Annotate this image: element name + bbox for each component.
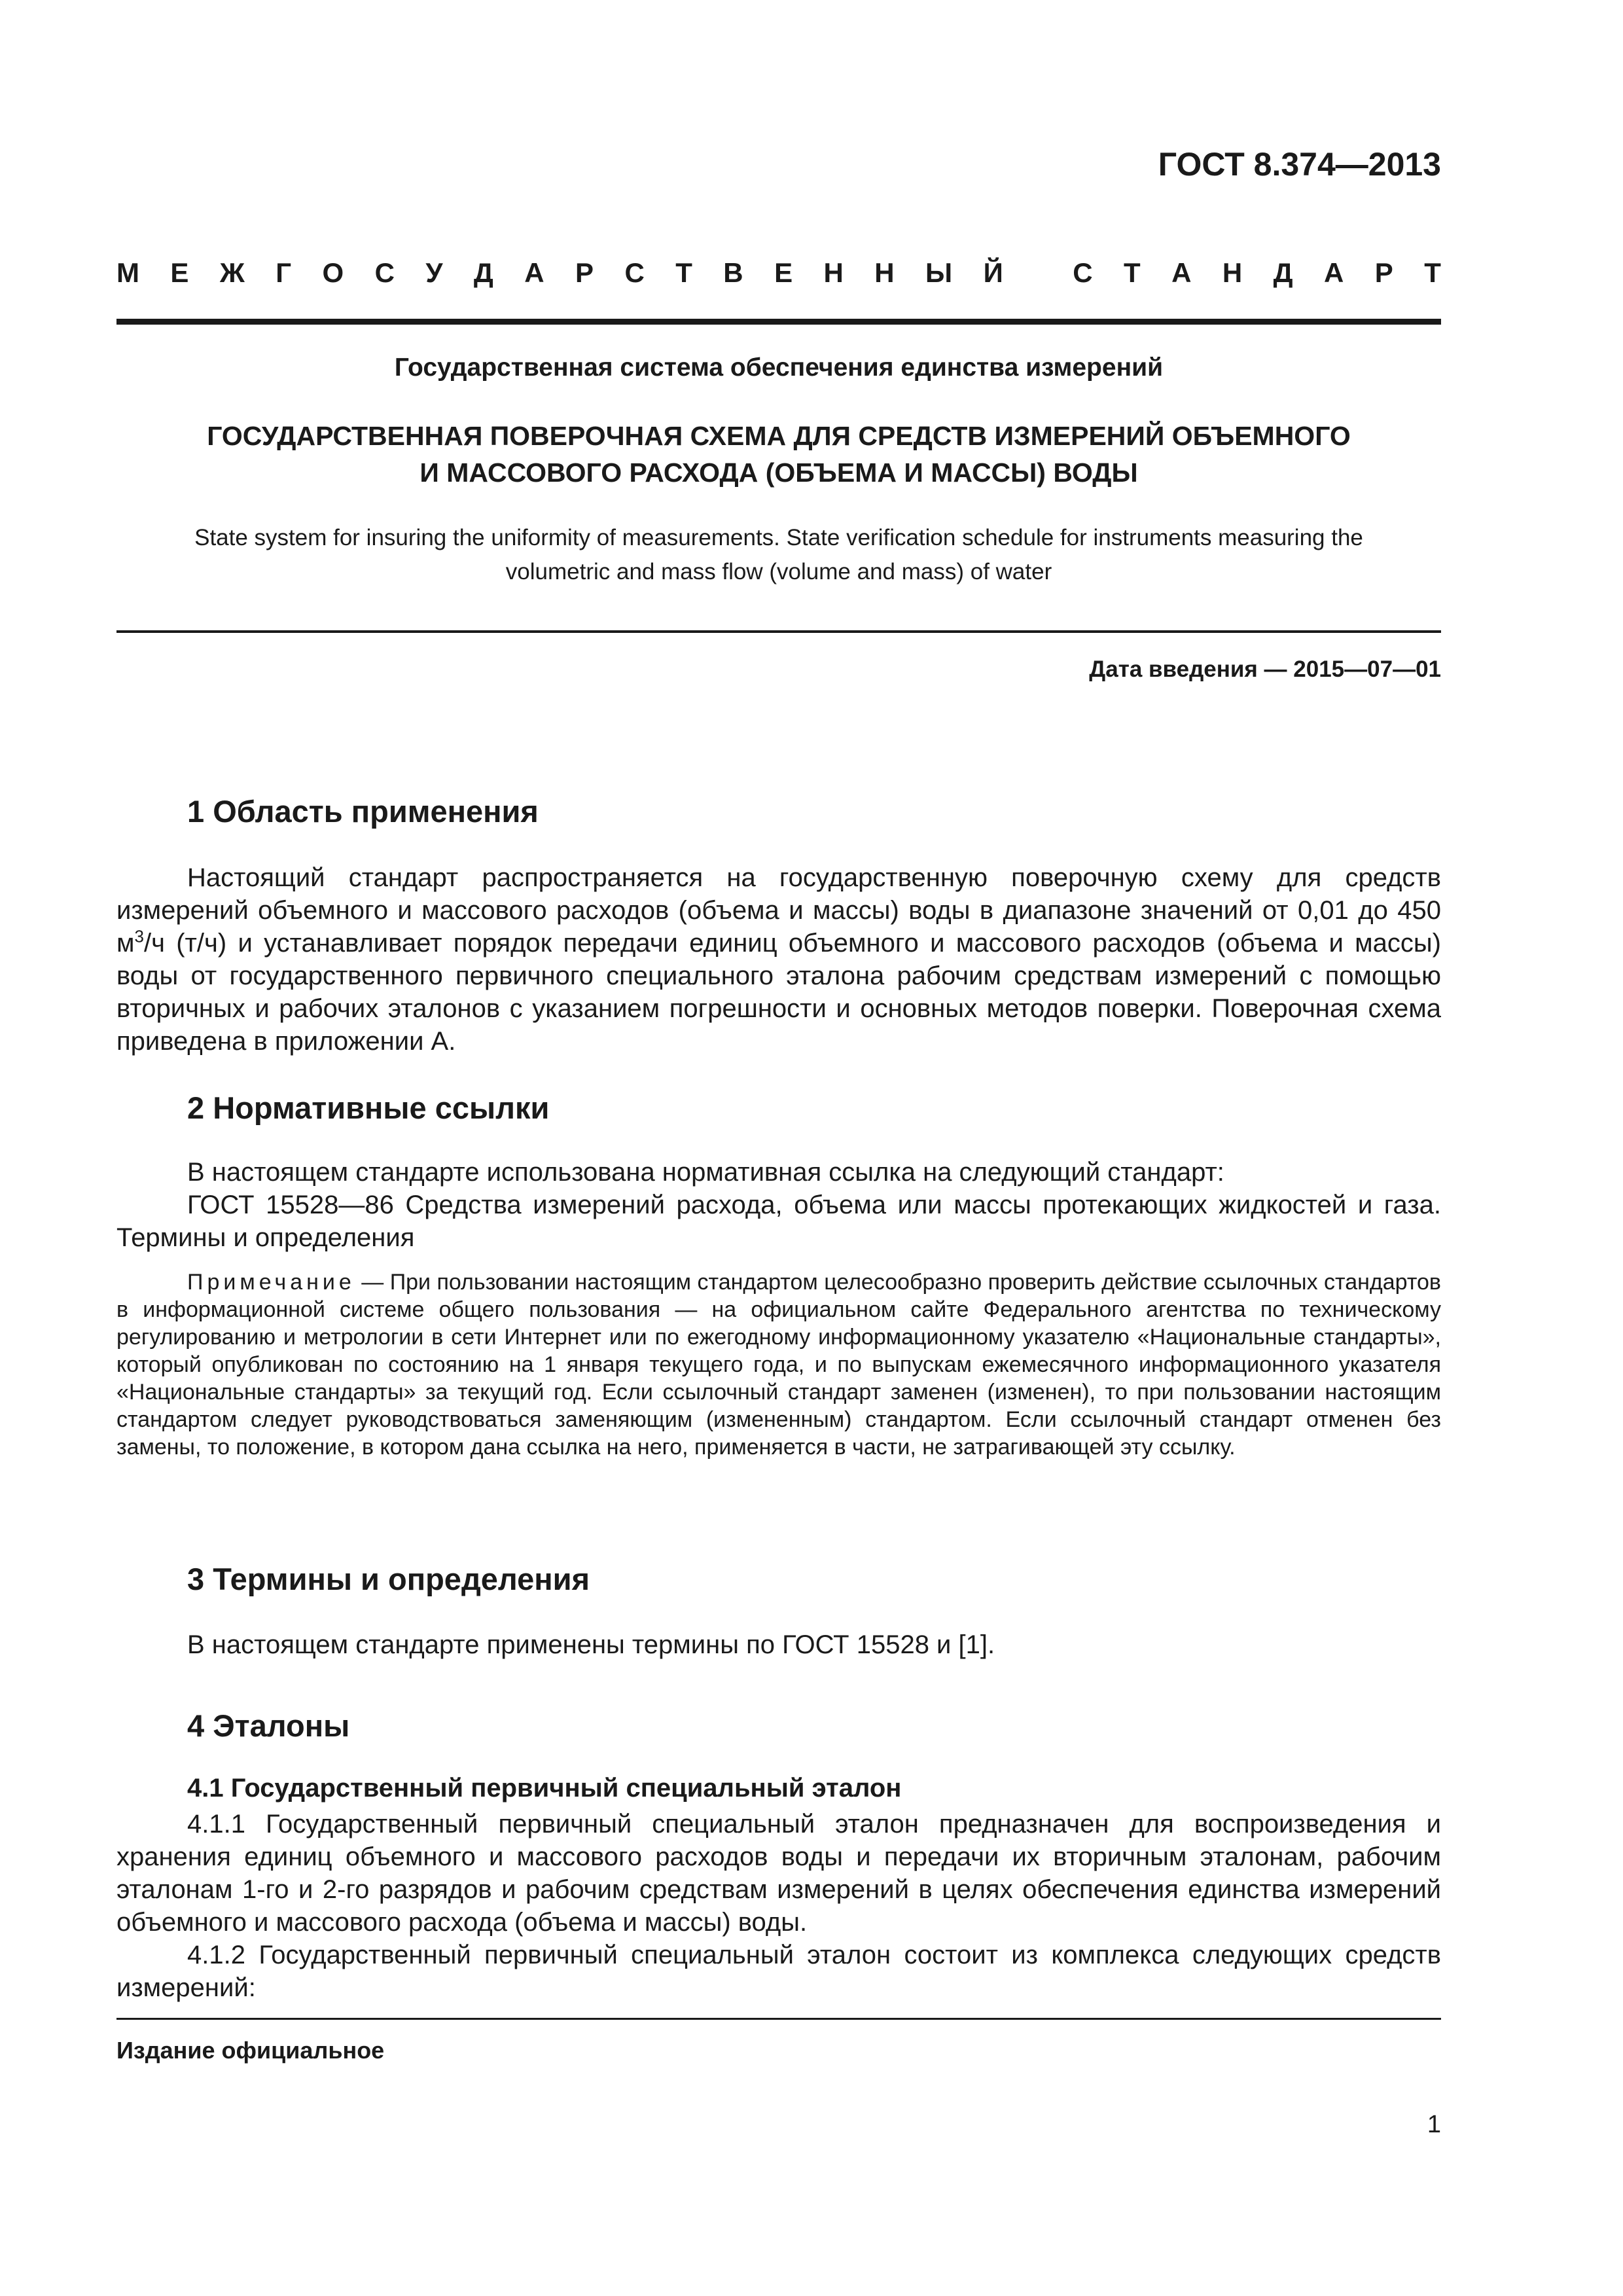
banner-letter: Р [575, 257, 594, 288]
title-en-line-2: volumetric and mass flow (volume and mass) of water [505, 559, 1052, 584]
title-ru-line-2: И МАССОВОГО РАСХОДА (ОБЪЕМА И МАССЫ) ВОДЫ [419, 457, 1138, 488]
banner-letter: Р [1374, 257, 1393, 288]
banner-letter: В [723, 257, 743, 288]
banner-letter: Е [774, 257, 793, 288]
title-rule [116, 630, 1441, 633]
banner-letter: А [1171, 257, 1192, 288]
banner-letter: А [524, 257, 544, 288]
page-number: 1 [1427, 2111, 1441, 2138]
edition-label: Издание официальное [116, 2037, 385, 2064]
banner-gap [1034, 257, 1042, 289]
section-2-note [116, 1268, 1441, 1461]
section-1-text-part-1: Настоящий стандарт распространяется на государственную поверочную схему для средств измерений объемного и массового расходов (объема и массы) воды в диапазоне значений от 0,01 до 450 м [116, 863, 1441, 958]
note-text: — При пользовании настоящим стандартом целесообразно проверить действие ссылочных стандартов в информационной системе общего пользования — на официальном сайте Федерального агентства по техническому регулированию и метрологии в сети Интернет или по ежегодному информационному указателю «Национальные стандарты», который опубликован по состоянию на 1 января текущего года, и по выпускам ежемесячного информационного указателя «Национальные стандарты» за текущий год. Если ссылочный стандарт заменен (изменен), то при пользовании настоящим стандартом следует руководствоваться заменяющим (измененным) стандартом. Если ссылочный стандарт отменен без замены, то положение, в котором дана ссылка на него, применяется в части, не затрагивающей эту ссылку. [116, 1270, 1441, 1460]
note-label: Примечание [187, 1270, 355, 1295]
system-name: Государственная система обеспечения единства измерений [394, 353, 1164, 382]
banner-letter: Н [823, 257, 844, 288]
header-banner [116, 257, 1441, 289]
footer-rule [116, 2018, 1441, 2020]
banner-letter: Г [276, 257, 292, 288]
banner-letter: Т [1424, 257, 1441, 288]
section-3-text: В настоящем стандарте применены термины по ГОСТ 15528 и [1]. [187, 1630, 995, 1659]
banner-letter: О [322, 257, 344, 288]
banner-letter: У [425, 257, 443, 288]
section-4-1-2-paragraph: 4.1.2 Государственный первичный специальный эталон состоит из комплекса следующих средств измерений: [116, 1941, 1441, 2002]
banner-letter: Д [1273, 257, 1293, 288]
intro-date: Дата введения — 2015—07—01 [1089, 656, 1441, 682]
title-ru-line-1: ГОСУДАРСТВЕННАЯ ПОВЕРОЧНАЯ СХЕМА ДЛЯ СРЕДСТВ ИЗМЕРЕНИЙ ОБЪЕМНОГО [207, 421, 1351, 451]
section-4-1-heading: 4.1 Государственный первичный специальный эталон [187, 1774, 902, 1803]
section-4-1-1-paragraph: 4.1.1 Государственный первичный специальный эталон предназначен для воспроизведения и хранения единиц объемного и массового расходов воды и передачи их вторичным эталонам, рабочим эталонам 1-го и 2-го разрядов и рабочим средствам измерений в целях обеспечения единства измерений объемного и массового расхода (объема и массы) воды. [116, 1810, 1441, 1937]
section-4-heading: 4 Эталоны [187, 1708, 350, 1743]
banner-letter: Ы [925, 257, 953, 288]
title-en-line-1: State system for insuring the uniformity of measurements. State verification schedule for instruments measuring the [194, 525, 1363, 550]
standard-id: ГОСТ 8.374—2013 [1158, 146, 1441, 183]
superscript-3: 3 [134, 926, 144, 946]
document-title-ru [116, 418, 1441, 491]
section-1-text-part-2: /ч (т/ч) и устанавливает порядок передачи единиц объемного и массового расходов (объема и массы) воды от государственного первичного специального эталона рабочим средствам измерений с помощью вторичных и рабочих эталонов с указанием погрешности и основных методов поверки. Поверочная схема приведена в приложении А. [116, 929, 1441, 1056]
document-title-en [116, 521, 1441, 589]
banner-letter: А [1324, 257, 1344, 288]
banner-letter: Т [675, 257, 692, 288]
top-rule [116, 319, 1441, 325]
section-2-paragraph-2: ГОСТ 15528—86 Средства измерений расхода, объема или массы протекающих жидкостей и газа. Термины и определения [116, 1191, 1441, 1252]
banner-letter: Е [170, 257, 189, 288]
banner-letter: С [1073, 257, 1093, 288]
banner-letter: М [116, 257, 139, 288]
banner-letter: С [624, 257, 645, 288]
banner-letter: Н [1222, 257, 1243, 288]
banner-letter: Т [1124, 257, 1141, 288]
section-2-paragraph-1: В настоящем стандарте использована нормативная ссылка на следующий стандарт: [187, 1158, 1224, 1187]
banner-letter: Н [874, 257, 895, 288]
section-1-text [116, 861, 1441, 1058]
section-1-heading: 1 Область применения [187, 794, 539, 829]
section-3-heading: 3 Термины и определения [187, 1562, 590, 1596]
banner-letter: С [374, 257, 395, 288]
section-2-heading: 2 Нормативные ссылки [187, 1090, 550, 1125]
banner-letter: Ж [219, 257, 245, 288]
banner-letter: Й [983, 257, 1003, 288]
banner-letter: Д [473, 257, 493, 288]
